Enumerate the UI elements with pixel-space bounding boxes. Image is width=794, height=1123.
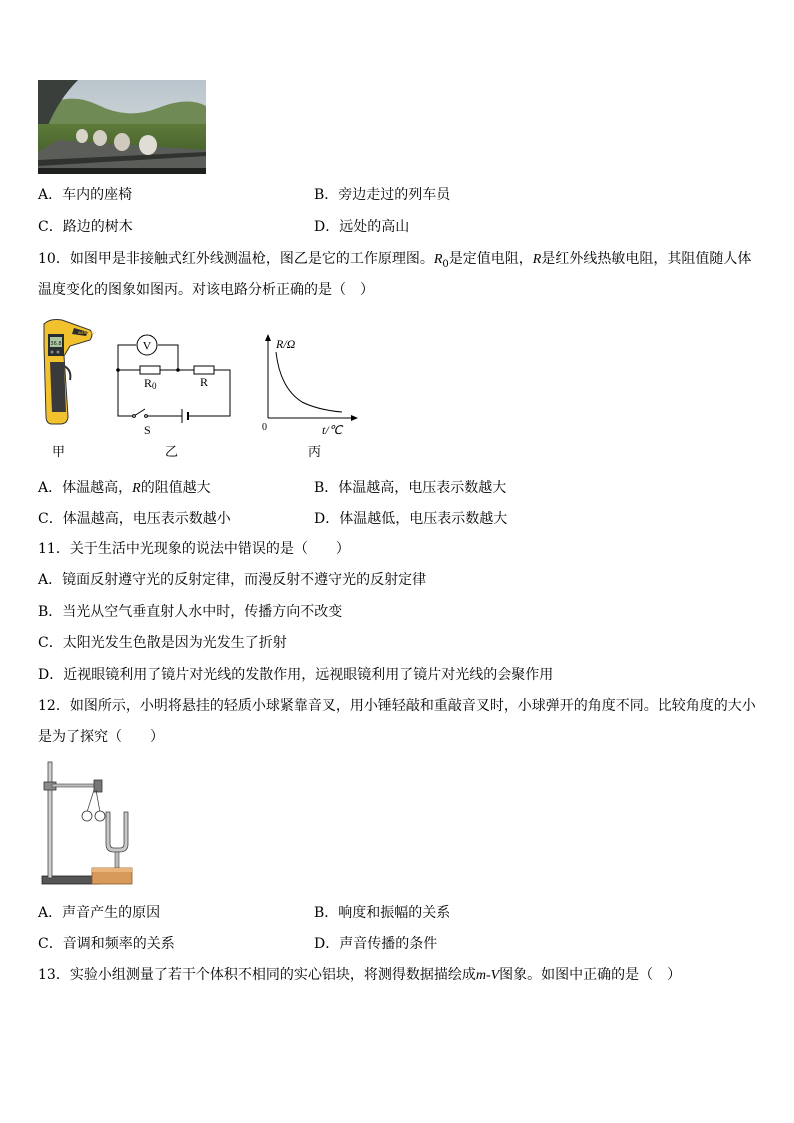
q13-stem (38, 966, 681, 985)
switch-lever (134, 409, 145, 416)
q10-stem-part1: 10．如图甲是非接触式红外线测温枪，图乙是它的工作原理图。 (38, 251, 434, 267)
q9-option-d: D．远处的高山 (314, 219, 410, 235)
label-r0-letter: R (144, 376, 153, 390)
caption-yi: 乙 (165, 445, 179, 460)
q10-stem-line1 (38, 250, 751, 274)
resistor-r (194, 366, 214, 374)
voltmeter-label: V (142, 338, 152, 353)
thermometer-brand-label: INFRARED (78, 331, 96, 335)
stand-arm (52, 784, 98, 787)
q11-option-d: D．近视眼镜利用了镜片对光线的发散作用，远视眼镜利用了镜片对光线的会聚作用 (38, 667, 554, 683)
q11-option-a: A．镜面反射遵守光的反射定律，而漫反射不遵守光的反射定律 (38, 572, 427, 588)
thermometer-screen-reading: 36.8 (50, 341, 62, 347)
q11-option-b: B．当光从空气垂直射人水中时，传播方向不改变 (38, 604, 343, 620)
label-r: R (200, 375, 209, 389)
q9-option-c: C．路边的树木 (38, 219, 133, 235)
seat-ball-1 (76, 129, 88, 143)
label-switch: S (144, 423, 151, 437)
label-r0-sub: 0 (152, 381, 157, 391)
q9-option-a: A．车内的座椅 (38, 187, 133, 203)
q10-stem-part3: 是红外线热敏电阻，其阻值随人体 (541, 251, 752, 267)
resistor-r0 (140, 366, 160, 374)
circuit-diagram (110, 330, 236, 440)
ball-right (95, 811, 105, 821)
string-1 (87, 790, 94, 812)
graph-y-label: R/Ω (276, 337, 296, 351)
r-symbol: R (532, 252, 542, 267)
train-window-photo (38, 80, 206, 174)
seat-ball-3 (114, 133, 130, 151)
tuning-fork-apparatus (40, 760, 136, 890)
rt-graph (258, 332, 362, 440)
q9-option-b: B．旁边走过的列车员 (314, 187, 451, 203)
q13-stem-post: 图象。如图中正确的是（ ） (499, 967, 682, 983)
seat-ball-2 (93, 130, 107, 146)
q13-stem-pre: 13．实验小组测量了若干个体积不相同的实心铝块，将测得数据描绘成 (38, 967, 476, 983)
caption-jia: 甲 (52, 445, 66, 460)
graph-x-label: t/℃ (322, 423, 343, 437)
q11-stem: 11．关于生活中光现象的说法中错误的是（ ） (38, 541, 350, 557)
junction-left (116, 368, 120, 372)
caption-bing: 丙 (308, 445, 322, 460)
q10-option-c: C．体温越高，电压表示数越小 (38, 511, 231, 527)
seat-ball-4 (139, 135, 157, 155)
q10-stem-line2: 温度变化的图象如图丙。对该电路分析正确的是（ ） (38, 282, 374, 298)
r0-subscript: 0 (442, 258, 449, 270)
q10-option-d: D．体温越低，电压表示数越大 (314, 511, 508, 527)
r0-symbol: R (433, 252, 443, 267)
q10-option-a-pre: A．体温越高， (38, 480, 133, 496)
label-r0 (144, 376, 157, 391)
q10-option-a (38, 479, 211, 498)
q13-mv-symbol: m-V (475, 968, 500, 983)
stand-rod (48, 762, 52, 878)
q10-option-b: B．体温越高，电压表示数越大 (314, 480, 507, 496)
q10-option-a-post: 的阻值越大 (140, 480, 211, 496)
q12-stem-line1: 12．如图所示，小明将悬挂的轻质小球紧靠音叉，用小锤轻敲和重敲音叉时，小球弹开的角度不同。比较角度的大小 (38, 698, 756, 714)
q10-stem-part2: 是定值电阻， (448, 251, 533, 267)
q10-option-a-r: R (132, 481, 141, 496)
tuning-fork (106, 812, 128, 852)
thermometer-gun-figure (40, 316, 96, 428)
resistance-curve (276, 352, 342, 412)
ball-left (82, 811, 92, 821)
junction-mid (176, 368, 180, 372)
q12-option-c: C．音调和频率的关系 (38, 936, 175, 952)
arm-clamp (94, 780, 102, 792)
q12-option-b: B．响度和振幅的关系 (314, 905, 451, 921)
q12-option-a: A．声音产生的原因 (38, 905, 161, 921)
string-2 (96, 790, 100, 812)
q12-stem-line2: 是为了探究（ ） (38, 729, 164, 745)
fork-stem (115, 852, 119, 868)
graph-origin: 0 (262, 422, 267, 433)
q12-option-d: D．声音传播的条件 (314, 936, 438, 952)
q11-option-c: C．太阳光发生色散是因为光发生了折射 (38, 635, 287, 651)
